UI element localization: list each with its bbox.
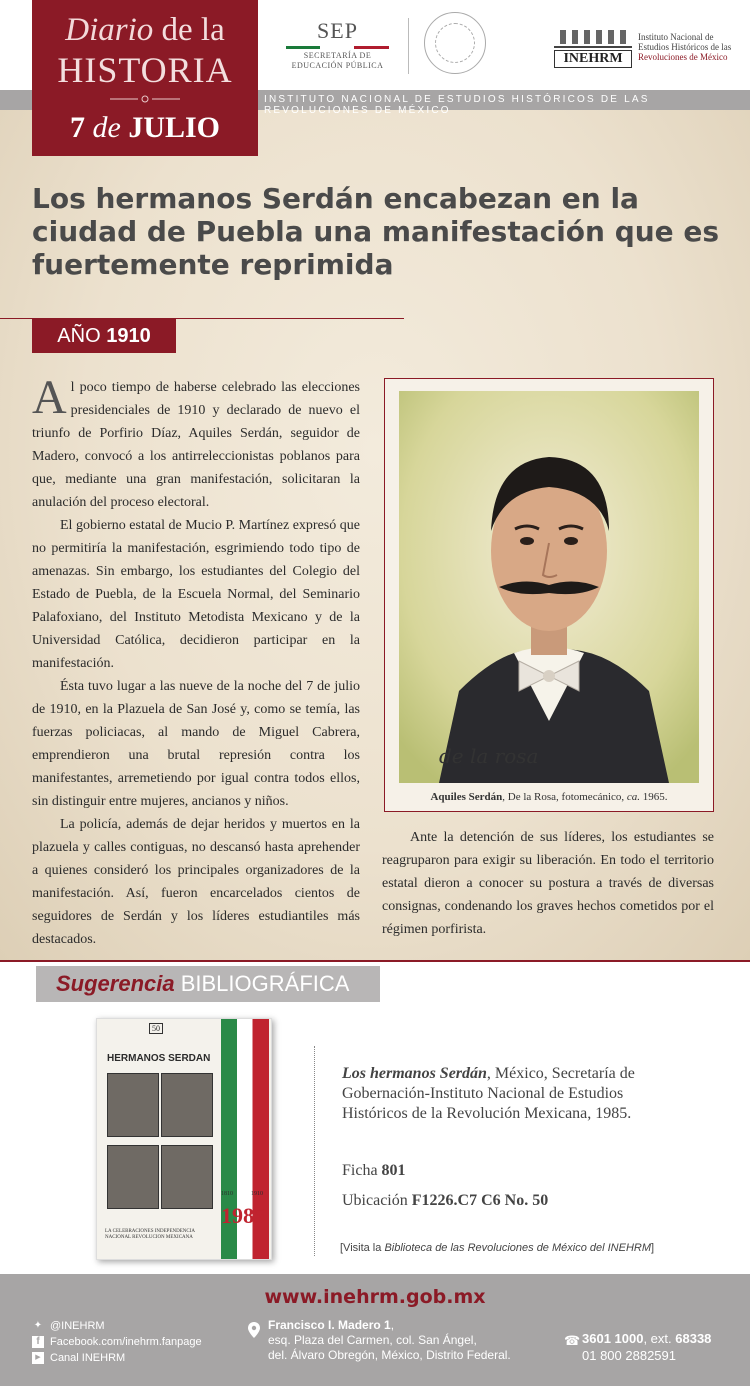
paragraph-4: La policía, además de dejar heridos y muertos en la plazuela y calles contiguas, no descansó hasta aprehender a quienes consideró los principales organizadores de la manifestación. Así, fueron encarcelados cientos de seguidores de Serdán y los líderes estudiantiles más destacados.	[32, 817, 360, 947]
book-year-right: 1910	[251, 1191, 263, 1197]
book-reference: Los hermanos Serdán, México, Secretaría de Gobernación-Instituto Nacional de Estudios Históricos de la Revolución Mexicana, 1985.	[342, 1065, 635, 1122]
youtube-icon: ▶	[32, 1352, 44, 1364]
building-icon	[554, 26, 632, 48]
book-photo-2	[161, 1073, 213, 1137]
inehrm-name: INEHRM	[554, 50, 632, 68]
sep-subtitle-1: SECRETARÍA DE	[303, 51, 372, 60]
social-links	[32, 1318, 202, 1366]
institute-bar-text: INSTITUTO NACIONAL DE ESTUDIOS HISTÓRICOS DE LAS REVOLUCIONES DE MÉXICO	[264, 94, 650, 116]
ficha: Ficha 801	[342, 1162, 406, 1179]
facebook-link[interactable]: f Facebook.com/inehrm.fanpage	[32, 1334, 202, 1350]
book-number: 50	[149, 1023, 163, 1034]
svg-text:de la rosa: de la rosa	[439, 744, 539, 768]
book-title: HERMANOS SERDAN	[107, 1053, 211, 1064]
national-seal-icon	[424, 12, 486, 74]
article-column-left	[32, 371, 360, 951]
book-photo-1	[107, 1073, 159, 1137]
phone-numbers: ☎ 3601 1000, ext. 68338 01 800 2882591	[564, 1331, 712, 1363]
paragraph-3: Ésta tuvo lugar a las nueve de la noche del 7 de julio de 1910, en la Plazuela de San José y, como se temía, las fuerzas policiacas, al mando de Miguel Cabrera, emprendieron una brutal represión contra los manifestantes, arremetiendo por igual contra todos ellos, sin distinguir entre mujeres, ancianos y niños.	[32, 679, 360, 809]
paragraph-5: Ante la detención de sus líderes, los estudiantes se reagruparon para exigir su liberación. En todo el territorio estatal dieron a conocer su postura a través de diversas consignas, condenando los graves hechos cometidos por el régimen porfirista.	[382, 830, 714, 937]
dotted-divider	[314, 1046, 315, 1256]
header-divider	[408, 18, 409, 74]
address: Francisco I. Madero 1, esq. Plaza del Carmen, col. San Ángel, del. Álvaro Obregón, México, Distrito Federal.	[252, 1318, 542, 1363]
footer	[0, 1274, 750, 1386]
twitter-icon: ✦	[33, 1320, 43, 1331]
phone-icon: ☎	[564, 1333, 581, 1348]
bibliography-title: Sugerencia BIBLIOGRÁFICA	[36, 966, 380, 1002]
book-year-big: 1985	[221, 1203, 265, 1228]
year-badge: AÑO 1910	[32, 319, 176, 353]
youtube-link[interactable]: ▶ Canal INEHRM	[32, 1350, 202, 1366]
book-year-left: 1810	[221, 1191, 233, 1197]
dropcap: A	[32, 371, 67, 424]
ornament-icon	[110, 94, 180, 104]
website-link[interactable]: www.inehrm.gob.mx	[264, 1286, 486, 1308]
sep-tricolor-bar	[286, 46, 389, 49]
sep-title: SEP	[317, 18, 358, 43]
visita-note: [Visita la Biblioteca de las Revoluciones de México del INEHRM]	[340, 1242, 655, 1254]
headline: Los hermanos Serdán encabezan en la ciudad de Puebla una manifestación que es fuertemente reprimida	[32, 182, 720, 281]
logo-diario: Diario de la	[65, 12, 225, 48]
sep-subtitle-2: EDUCACIÓN PÚBLICA	[291, 61, 384, 70]
portrait-caption: Aquiles Serdán, De la Rosa, fotomecánico, ca. 1965.	[430, 791, 668, 803]
facebook-icon: f	[32, 1336, 44, 1348]
sep-logo	[280, 18, 395, 71]
logo-historia: HISTORIA	[57, 50, 233, 90]
ubicacion: Ubicación F1226.C7 C6 No. 50	[342, 1192, 549, 1209]
logo-date: 7 de JULIO	[69, 111, 220, 144]
book-photo-4	[161, 1145, 213, 1209]
portrait-aquiles-serdan	[399, 391, 699, 783]
location-pin-icon	[248, 1322, 260, 1338]
book-cover	[96, 1018, 272, 1260]
article-column-right	[382, 826, 714, 941]
book-photo-3	[107, 1145, 159, 1209]
inehrm-fullname: Instituto Nacional de Estudios Históricos de las Revoluciones de México	[638, 32, 732, 62]
diario-logo	[32, 0, 258, 156]
paragraph-1: Al poco tiempo de haberse celebrado las elecciones presidenciales de 1910 y declarado de nuevo el triunfo de Porfirio Díaz, Aquiles Serdán, seguidor de Madero, convocó a los antirreleccionistas poblanos para que, mediante una gran manifestación, solicitaran la anulación del proceso electoral.	[32, 371, 360, 510]
portrait-frame	[384, 378, 714, 812]
twitter-link[interactable]: ✦ @INEHRM	[33, 1320, 105, 1332]
book-small-text: LA CELEBRACIONES INDEPENDENCIA NACIONAL REVOLUCION MEXICANA	[105, 1229, 195, 1240]
bibliography-section	[0, 960, 750, 1274]
paragraph-2: El gobierno estatal de Mucio P. Martínez expresó que no permitiría la manifestación, esgrimiendo todo tipo de amenazas. Sin embargo, los estudiantes del Colegio del Estado de Puebla, de la Escuela Normal, del Seminario Palafoxiano, del Instituto Metodista Mexicano y de la Universidad Católica, decidieron participar en la manifestación.	[32, 518, 360, 671]
